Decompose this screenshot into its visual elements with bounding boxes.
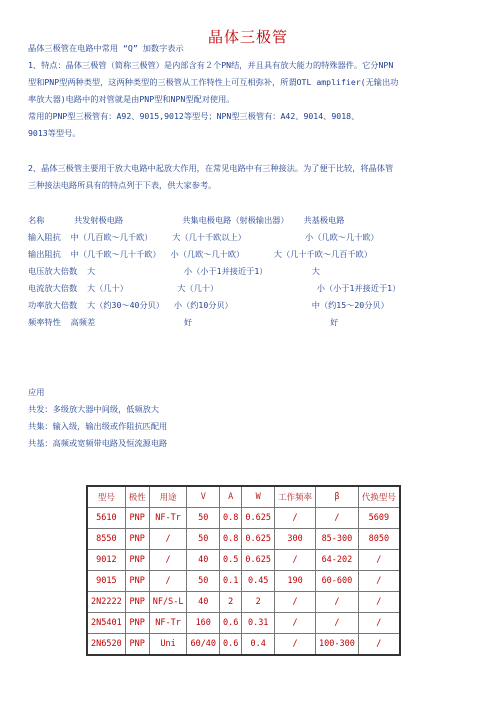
table-cell: /: [358, 613, 400, 634]
table-cell: PNP: [125, 529, 149, 550]
comparison-row: 电流放大倍数 大（几十） 大（几十） 小（小于1并接近于1）: [28, 283, 401, 293]
table-cell: 50: [187, 571, 220, 592]
table-cell: 5610: [87, 508, 125, 529]
table-cell: 8550: [87, 529, 125, 550]
table-cell: 100-300: [316, 634, 359, 656]
table-cell: PNP: [125, 634, 149, 656]
table-cell: 2N6520: [87, 634, 125, 656]
table-cell: PNP: [125, 550, 149, 571]
column-header: 工作频率: [275, 486, 316, 508]
table-cell: 0.45: [242, 571, 275, 592]
comparison-row: 功率放大倍数 大（约30～40分贝） 小（约10分贝） 中（约15～20分贝）: [28, 300, 389, 310]
table-cell: 0.8: [220, 508, 242, 529]
table-cell: 2: [242, 592, 275, 613]
point2-line: 三种接法电路所具有的特点列于下表，供大家参考。: [28, 180, 217, 190]
point1-line: 常用的PNP型三极管有：A92、9015,9012等型号；NPN型三极管有：A42、9014、9018、: [28, 111, 360, 121]
column-header: 极性: [125, 486, 149, 508]
table-cell: NF-Tr: [149, 508, 187, 529]
table-cell: PNP: [125, 508, 149, 529]
table-cell: /: [275, 508, 316, 529]
table-cell: /: [149, 550, 187, 571]
table-cell: 300: [275, 529, 316, 550]
table-cell: 0.625: [242, 529, 275, 550]
table-row: [87, 571, 400, 592]
column-header: 型号: [87, 486, 125, 508]
application-line: 共发：多级放大器中间级，低频放大: [28, 404, 160, 414]
intro-line: 晶体三极管在电路中常用 “Q” 加数字表示: [28, 43, 184, 53]
table-cell: /: [358, 571, 400, 592]
table-cell: PNP: [125, 592, 149, 613]
table-cell: 5609: [358, 508, 400, 529]
table-cell: 2N5401: [87, 613, 125, 634]
table-cell: 8050: [358, 529, 400, 550]
table-cell: 9015: [87, 571, 125, 592]
column-header: W: [242, 486, 275, 508]
table-row: [87, 613, 400, 634]
table-cell: 190: [275, 571, 316, 592]
point1-line: 1、特点：晶体三极管（简称三极管）是内部含有２个PN结，并且具有放大能力的特殊器件。它分NPN: [28, 60, 394, 70]
table-cell: 50: [187, 508, 220, 529]
table-cell: 0.6: [220, 634, 242, 656]
table-cell: PNP: [125, 613, 149, 634]
table-cell: Uni: [149, 634, 187, 656]
table-cell: 50: [187, 529, 220, 550]
table-row: [87, 529, 400, 550]
comparison-row: 频率特性 高频差 好 好: [28, 317, 339, 327]
table-cell: 40: [187, 550, 220, 571]
table-cell: 0.8: [220, 529, 242, 550]
column-header: 代换型号: [358, 486, 400, 508]
applications-heading: 应用: [28, 387, 45, 397]
application-line: 共集：输入级，输出级或作阻抗匹配用: [28, 421, 168, 431]
point2-line: 2、晶体三极管主要用于放大电路中起放大作用，在常见电路中有三种接法。为了便于比较，将晶体管: [28, 163, 394, 173]
table-cell: /: [358, 592, 400, 613]
table-cell: /: [358, 634, 400, 656]
table-row: [87, 508, 400, 529]
table-cell: 40: [187, 592, 220, 613]
column-header: A: [220, 486, 242, 508]
comparison-row: 输出阻抗 中（几千欧～几十千欧） 小（几欧～几十欧） 大（几十千欧～几百千欧）: [28, 249, 373, 259]
table-cell: 0.625: [242, 508, 275, 529]
table-cell: 0.625: [242, 550, 275, 571]
table-cell: /: [358, 550, 400, 571]
table-cell: /: [275, 613, 316, 634]
table-cell: 160: [187, 613, 220, 634]
column-header: V: [187, 486, 220, 508]
table-cell: 60/40: [187, 634, 220, 656]
table-row: [87, 634, 400, 656]
page-title: 晶体三极管: [207, 28, 288, 46]
comparison-row: 输入阻抗 中（几百欧～几千欧） 大（几十千欧以上） 小（几欧～几十欧）: [28, 232, 379, 242]
table-cell: 60-600: [316, 571, 359, 592]
table-cell: /: [149, 529, 187, 550]
table-cell: 0.4: [242, 634, 275, 656]
table-cell: 2: [220, 592, 242, 613]
table-cell: 85-300: [316, 529, 359, 550]
comparison-row: 电压放大倍数 大 小（小于1并接近于1） 大: [28, 266, 320, 276]
table-cell: NF-Tr: [149, 613, 187, 634]
table-row: [87, 550, 400, 571]
table-cell: /: [275, 634, 316, 656]
column-header: 用途: [149, 486, 187, 508]
table-row: [87, 592, 400, 613]
application-line: 共基：高频或宽频带电路及恒流源电路: [28, 438, 168, 448]
table-cell: 9012: [87, 550, 125, 571]
table-cell: PNP: [125, 571, 149, 592]
transistor-spec-table: [86, 485, 401, 656]
table-cell: /: [316, 613, 359, 634]
point1-line: 9013等型号。: [28, 128, 81, 138]
table-cell: /: [316, 592, 359, 613]
table-cell: 0.31: [242, 613, 275, 634]
table-cell: 0.1: [220, 571, 242, 592]
point1-line: 型和PNP型两种类型，这两种类型的三极管从工作特性上可互相弥补，所谓OTL amplifier(无输出功: [28, 77, 399, 87]
table-cell: /: [275, 592, 316, 613]
table-cell: 0.6: [220, 613, 242, 634]
table-cell: NF/S-L: [149, 592, 187, 613]
point1-line: 率放大器)电路中的对管就是由PNP型和NPN型配对使用。: [28, 94, 235, 104]
table-cell: /: [275, 550, 316, 571]
table-cell: 0.5: [220, 550, 242, 571]
comparison-row: 名称 共发射极电路 共集电极电路（射极输出器） 共基极电路: [28, 215, 345, 225]
table-cell: 2N2222: [87, 592, 125, 613]
column-header: β: [316, 486, 359, 508]
table-header-row: [87, 486, 400, 508]
table-cell: /: [149, 571, 187, 592]
table-cell: 64-202: [316, 550, 359, 571]
table-cell: /: [316, 508, 359, 529]
